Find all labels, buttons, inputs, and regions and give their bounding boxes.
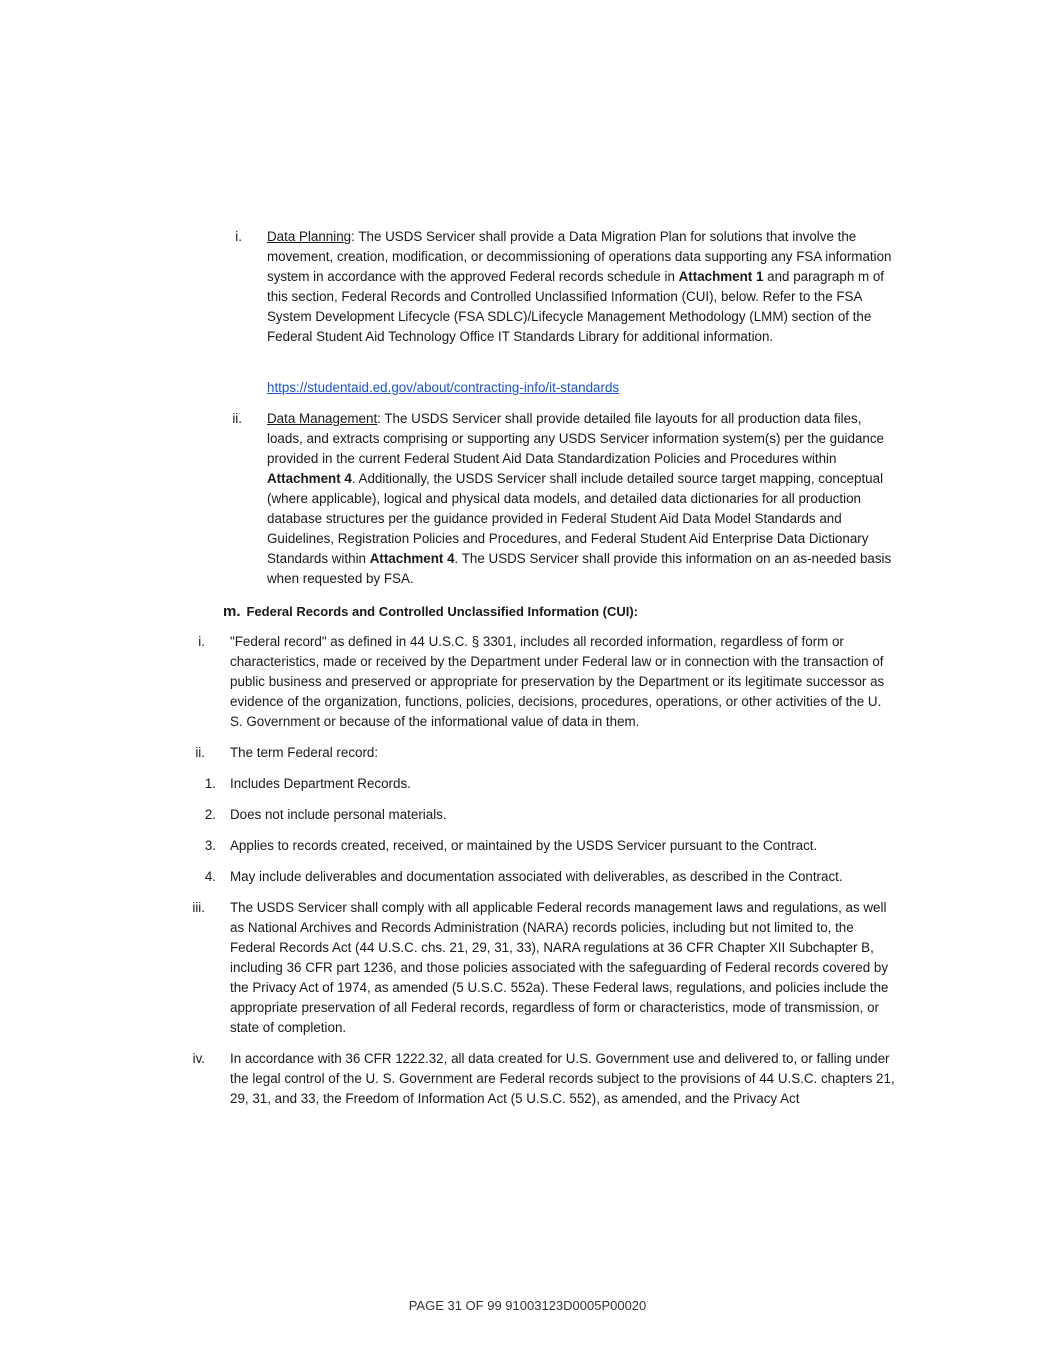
item-number: ii.	[195, 745, 205, 760]
it-standards-link[interactable]: https://studentaid.ed.gov/about/contracting-info/it-standards	[267, 380, 620, 395]
records-compliance-paragraph: The USDS Servicer shall comply with all applicable Federal records management laws and regulations, as well as National Archives and Records Administration (NARA) records policies, including but not limited to, the Federal Records Act (44 U.S.C. chs. 21, 29, 31, 33), NARA regulations at 36 CFR Chapter XII Subchapter B, including 36 CFR part 1236, and those policies associated with the safeguarding of Federal records covered by the Privacy Act of 1974, as amended (5 U.S.C. 552a). These Federal laws, regulations, and policies include the appropriate preservation of all Federal records, regardless of form or characteristics, mode of transmission, or state of completion.	[230, 900, 889, 1035]
data-management-paragraph: Data Management: The USDS Servicer shall provide detailed file layouts for all production data files, loads, and extracts comprising or supporting any USDS Servicer information system(s) per the guidance provided in the current Federal Student Aid Data Standardization Policies and Procedures within Attachment 4. Additionally, the USDS Servicer shall include detailed source target mapping, conceptual (where applicable), logical and physical data models, and detailed data dictionaries for all production database structures per the guidance provided in Federal Student Aid Data Model Standards and Guidelines, Registration Policies and Procedures, and Federal Student Aid Enterprise Data Dictionary Standards within Attachment 4. The USDS Servicer shall provide this information on an as-needed basis when requested by FSA.	[267, 411, 892, 586]
list-item: May include deliverables and documentation associated with deliverables, as described in the Contract.	[230, 869, 843, 884]
list-item: Does not include personal materials.	[230, 807, 447, 822]
attachment-4-ref: Attachment 4	[267, 471, 352, 486]
data-management-term: Data Management	[267, 411, 378, 426]
federal-record-term: The term Federal record:	[230, 745, 379, 760]
item-number: iv.	[192, 1051, 205, 1066]
item-number: ii.	[232, 411, 242, 426]
cfr-1222-paragraph: In accordance with 36 CFR 1222.32, all data created for U.S. Government use and delivered to, or falling under the legal control of the U. S. Government are Federal records subject to the provisions of 44 U.S.C. chapters 21, 29, 31, and 33, the Freedom of Information Act (5 U.S.C. 552), as amended, and the Privacy Act	[230, 1051, 895, 1106]
attachment-1-ref: Attachment 1	[678, 269, 764, 284]
list-item: Includes Department Records.	[230, 776, 411, 791]
section-letter: m.	[223, 603, 241, 620]
data-planning-term: Data Planning	[267, 229, 352, 244]
attachment-4-ref: Attachment 4	[369, 551, 455, 566]
section-title: Federal Records and Controlled Unclassified Information (CUI):	[246, 604, 639, 619]
list-number: 2.	[204, 807, 216, 822]
item-number: iii.	[192, 900, 205, 915]
item-number: i.	[198, 634, 205, 649]
data-planning-paragraph: Data Planning: The USDS Servicer shall provide a Data Migration Plan for solutions that involve the movement, creation, modification, or decommissioning of operations data supporting any FSA information system in accordance with the approved Federal records schedule in Attachment 1 and paragraph m of this section, Federal Records and Controlled Unclassified Information (CUI), below. Refer to the FSA System Development Lifecycle (FSA SDLC)/Lifecycle Management Methodology (LMM) section of the Federal Student Aid Technology Office IT Standards Library for additional information.	[267, 229, 892, 344]
federal-record-definition: "Federal record" as defined in 44 U.S.C. § 3301, includes all recorded information, regardless of form or characteristics, made or received by the Department under Federal law or in connection with the transaction of public business and preserved or appropriate for preservation by the Department or its legitimate successor as evidence of the organization, functions, policies, decisions, procedures, operations, or other activities of the U. S. Government or because of the informational value of data in them.	[230, 634, 885, 729]
item-number: i.	[235, 229, 242, 244]
list-number: 1.	[204, 776, 216, 791]
list-number: 4.	[204, 869, 216, 884]
page-footer: PAGE 31 OF 99 91003123D0005P00020	[408, 1298, 647, 1313]
list-item: Applies to records created, received, or maintained by the USDS Servicer pursuant to the Contract.	[230, 838, 818, 853]
section-m-heading	[223, 601, 638, 622]
list-number: 3.	[204, 838, 216, 853]
